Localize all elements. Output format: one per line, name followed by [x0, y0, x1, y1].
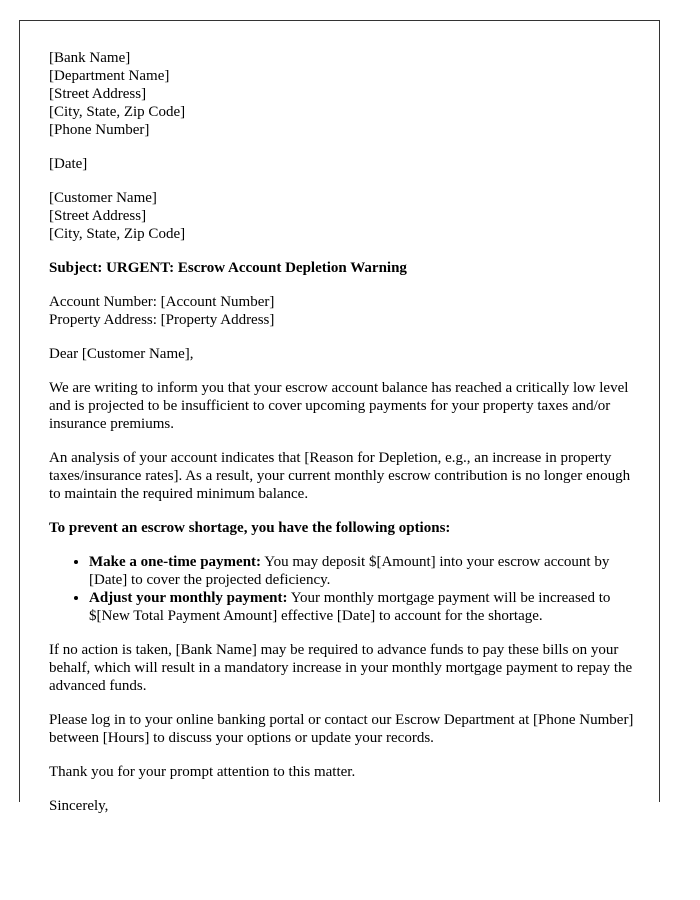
options-list — [49, 553, 639, 625]
sender-address-block — [49, 49, 639, 139]
account-info-block — [49, 293, 639, 329]
option-adjust-monthly-payment — [89, 589, 639, 625]
letter-date: [Date] — [49, 156, 88, 172]
sender-street-address: [Street Address] — [49, 86, 147, 102]
contact-paragraph: Please log in to your online banking portal or contact our Escrow Department at [Phone Number] between [Hours] to discuss your options or update your records. — [49, 712, 634, 746]
option-text: Your monthly mortgage payment will be increased to $[New Total Payment Amount] effective [Date] to account for the shortage. — [89, 590, 611, 624]
analysis-paragraph: An analysis of your account indicates that [Reason for Depletion, e.g., an increase in property taxes/insurance rates]. As a result, your current monthly escrow contribution is no longer enough to maintain the required minimum balance. — [49, 450, 631, 502]
recipient-city-state-zip: [City, State, Zip Code] — [49, 226, 186, 242]
sender-department-name: [Department Name] — [49, 68, 170, 84]
salutation: Dear [Customer Name], — [49, 346, 194, 362]
letter-content — [49, 49, 639, 831]
sender-city-state-zip: [City, State, Zip Code] — [49, 104, 186, 120]
intro-paragraph: We are writing to inform you that your escrow account balance has reached a critically low level and is projected to be insufficient to cover upcoming payments for your property taxes and/or insurance premiums. — [49, 380, 629, 432]
recipient-customer-name: [Customer Name] — [49, 190, 157, 206]
signoff: Sincerely, — [49, 798, 109, 814]
letter-page — [19, 20, 660, 814]
recipient-address-block — [49, 189, 639, 243]
thanks-paragraph: Thank you for your prompt attention to this matter. — [49, 764, 356, 780]
sender-phone-number: [Phone Number] — [49, 122, 150, 138]
recipient-street-address: [Street Address] — [49, 208, 147, 224]
subject-line: Subject: URGENT: Escrow Account Depletion Warning — [49, 260, 407, 276]
property-address-line: Property Address: [Property Address] — [49, 312, 275, 328]
date-block — [49, 155, 639, 173]
no-action-paragraph: If no action is taken, [Bank Name] may be required to advance funds to pay these bills on your behalf, which will result in a mandatory increase in your monthly mortgage payment to repay the advanced funds. — [49, 642, 633, 694]
option-label: Make a one-time payment: — [89, 554, 262, 570]
option-one-time-payment — [89, 553, 639, 589]
options-heading: To prevent an escrow shortage, you have the following options: — [49, 520, 451, 536]
account-number-line: Account Number: [Account Number] — [49, 294, 275, 310]
sender-bank-name: [Bank Name] — [49, 50, 131, 66]
option-text: You may deposit $[Amount] into your escrow account by [Date] to cover the projected deficiency. — [89, 554, 610, 588]
option-label: Adjust your monthly payment: — [89, 590, 288, 606]
